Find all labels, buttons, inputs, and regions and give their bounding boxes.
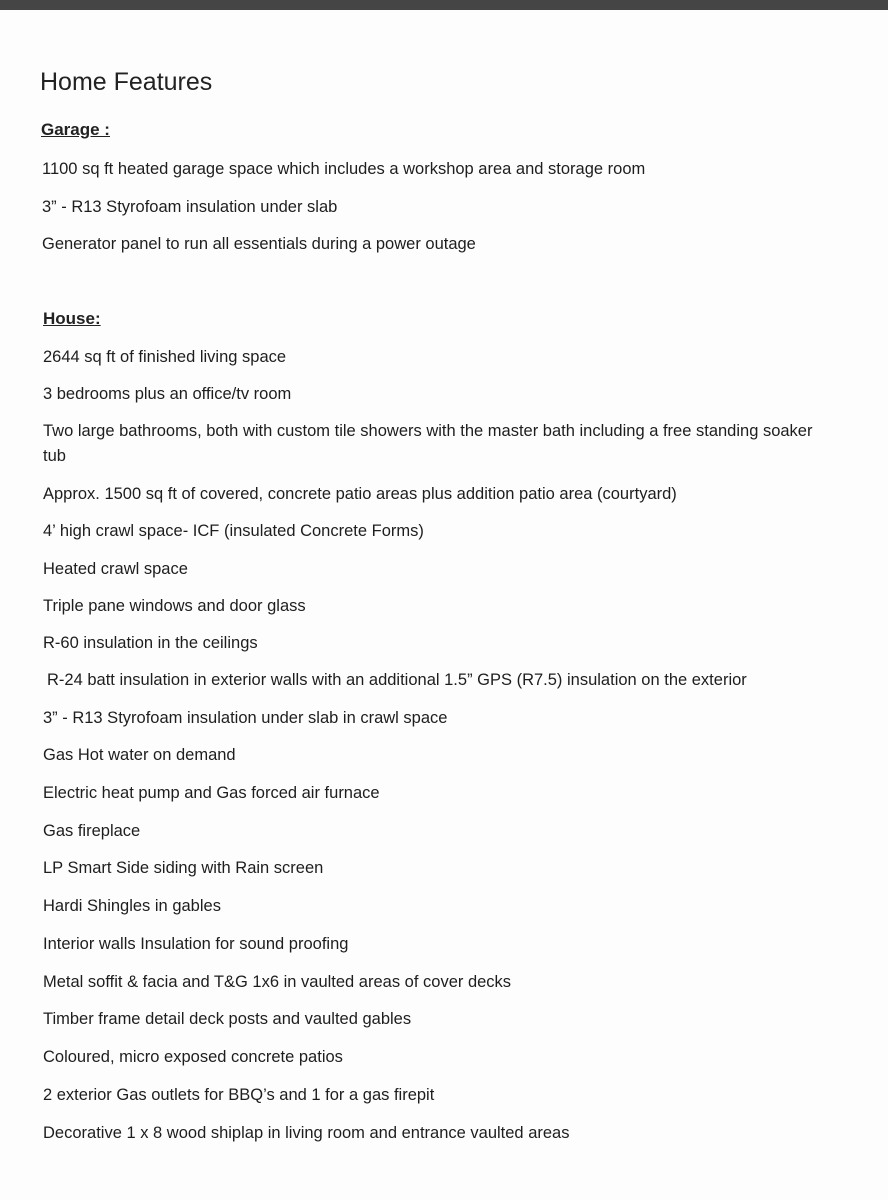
house-item: Interior walls Insulation for sound proofing <box>43 935 349 953</box>
house-item: Electric heat pump and Gas forced air furnace <box>43 784 380 802</box>
house-heading: House: <box>43 309 101 328</box>
house-item: R-60 insulation in the ceilings <box>43 634 258 652</box>
house-item: Hardi Shingles in gables <box>43 897 221 915</box>
house-item: 3 bedrooms plus an office/tv room <box>43 385 292 403</box>
house-item: Gas fireplace <box>43 822 141 840</box>
house-item: Timber frame detail deck posts and vaulted gables <box>43 1010 412 1028</box>
house-item: 4’ high crawl space- ICF (insulated Concrete Forms) <box>43 522 424 540</box>
house-item: 3” - R13 Styrofoam insulation under slab in crawl space <box>43 709 448 727</box>
house-item: 2644 sq ft of finished living space <box>43 348 287 366</box>
garage-item: 3” - R13 Styrofoam insulation under slab <box>42 198 338 216</box>
garage-heading: Garage : <box>41 120 110 139</box>
top-bar <box>0 0 888 10</box>
house-item: Gas Hot water on demand <box>43 746 236 764</box>
page-title: Home Features <box>40 68 213 96</box>
house-item: 2 exterior Gas outlets for BBQ’s and 1 for a gas firepit <box>43 1086 435 1104</box>
garage-item: Generator panel to run all essentials during a power outage <box>42 235 476 253</box>
house-item: Coloured, micro exposed concrete patios <box>43 1048 343 1066</box>
house-item: Decorative 1 x 8 wood shiplap in living room and entrance vaulted areas <box>43 1124 570 1142</box>
house-item: Approx. 1500 sq ft of covered, concrete patio areas plus addition patio area (courtyard) <box>43 485 677 503</box>
house-item: Metal soffit & facia and T&G 1x6 in vaulted areas of cover decks <box>43 973 512 991</box>
house-item: Triple pane windows and door glass <box>43 597 306 615</box>
house-item: Heated crawl space <box>43 560 188 578</box>
house-item: R-24 batt insulation in exterior walls with an additional 1.5” GPS (R7.5) insulation on the exterior <box>47 671 747 689</box>
garage-item: 1100 sq ft heated garage space which includes a workshop area and storage room <box>42 160 646 178</box>
house-item: Two large bathrooms, both with custom tile showers with the master bath including a free standing soaker tub <box>43 422 813 465</box>
house-item: LP Smart Side siding with Rain screen <box>43 859 324 877</box>
